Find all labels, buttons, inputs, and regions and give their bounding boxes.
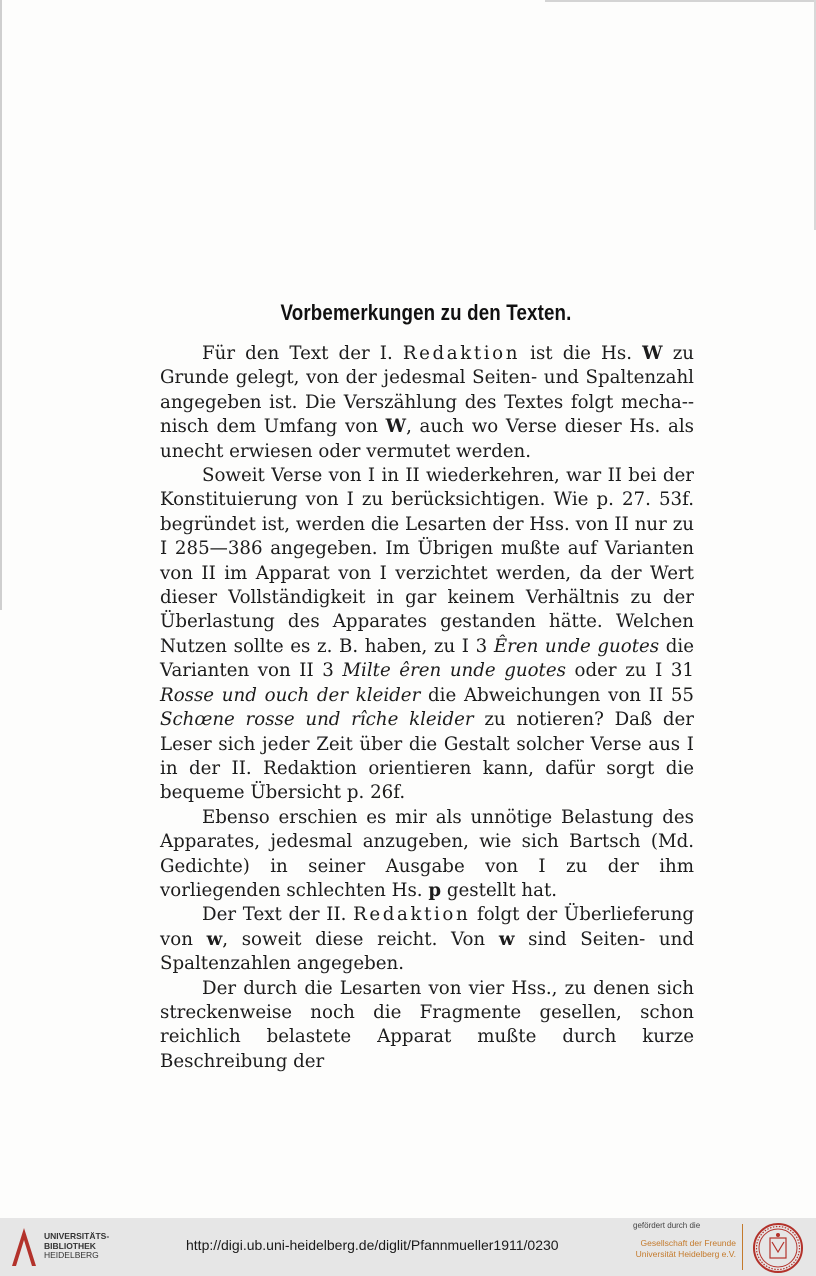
text-run: , auch wo Verse dieser Hs. als unecht erwiesen oder vermutet werden. xyxy=(160,416,694,462)
text-run: Rosse und ouch der kleider xyxy=(160,684,421,706)
text-run: Êren unde guotes xyxy=(493,635,660,657)
text-run: sind Seiten- und Spaltenzahlen angegeben. xyxy=(160,928,695,975)
text-run: Milte êren unde guotes xyxy=(342,660,566,682)
sponsor-line-2: Universität Heidelberg e.V. xyxy=(635,1249,736,1259)
page-edge-top xyxy=(545,0,816,2)
ub-logo-icon[interactable] xyxy=(10,1226,38,1268)
text-run: W xyxy=(385,416,407,438)
sponsor-divider xyxy=(742,1224,743,1270)
text-run: Der Text der II. xyxy=(202,904,354,926)
paragraph-4 xyxy=(160,903,694,976)
library-line-3: HEIDELBERG xyxy=(44,1250,99,1260)
library-line-2: BIBLIOTHEK xyxy=(44,1240,96,1251)
text-run: die Abweichungen von II 55 xyxy=(420,684,695,706)
text-run: Schœne rosse und rîche kleider xyxy=(160,709,474,731)
viewer-footer xyxy=(0,1218,816,1276)
page-edge-left xyxy=(0,0,2,610)
page-url[interactable]: http://digi.ub.uni-heidelberg.de/diglit/Pfannmueller1911/0230 xyxy=(186,1237,559,1253)
text-run: zu notieren? Daß der Leser sich jeder Zeit über die Gestalt solcher Verse aus I in der II. Redaktion orientieren kann, dafür sorgt die bequeme Übersicht p. 26f. xyxy=(160,709,694,804)
text-run: ist die Hs. xyxy=(520,343,643,364)
text-run: Redaktion xyxy=(353,904,471,926)
text-run: zu Grunde gelegt, von der jedesmal Seiten- und Spaltenzahl angegeben ist. Die Verszählung des Textes folgt mecha-nisch dem Umfang von xyxy=(160,343,695,438)
paragraph-3 xyxy=(160,806,694,904)
text-run: W xyxy=(642,343,663,364)
paragraph-2 xyxy=(160,464,694,806)
paragraph-1 xyxy=(160,342,694,464)
library-name[interactable] xyxy=(44,1232,109,1261)
page-heading: Vorbemerkungen zu den Texten. xyxy=(280,300,572,325)
text-run: Für den Text der I. xyxy=(202,343,403,364)
sponsor-label: gefördert durch die xyxy=(633,1221,701,1230)
text-run: folgt der Überlieferung von xyxy=(160,904,694,950)
text-run: Der durch die Lesarten von vier Hss., zu denen sich streckenweise noch die Fragmente gesellen, schon reichlich belastete Apparat mußte durch kurze Beschreibung der xyxy=(160,977,694,1072)
text-run: w xyxy=(498,928,515,950)
text-run: gestellt hat. xyxy=(441,879,558,901)
text-run: Ebenso erschien es mir als unnötige Belastung des Apparates, jedesmal anzugeben, wie sich Bartsch (Md. Gedichte) in seiner Ausgabe von I zu der ihm vorliegenden schlechten Hs. xyxy=(160,806,694,901)
library-line-1: UNIVERSITÄTS- xyxy=(44,1231,110,1241)
text-run: die Varianten von II 3 xyxy=(160,635,694,682)
sponsor-line-1: Gesellschaft der Freunde xyxy=(640,1238,736,1248)
university-seal-icon[interactable] xyxy=(752,1222,804,1274)
sponsor-name[interactable] xyxy=(620,1238,736,1260)
text-run: oder zu I 31 xyxy=(565,660,694,682)
body-text xyxy=(160,342,694,1074)
text-run: p xyxy=(428,879,442,901)
text-run: Redaktion xyxy=(402,343,521,364)
paragraph-5 xyxy=(160,977,694,1075)
text-run: w xyxy=(206,928,223,950)
text-run: , soweit diese reicht. Von xyxy=(222,928,499,950)
text-run: Soweit Verse von I in II wiederkehren, war II bei der Konstituierung von I zu berücksichtigen. Wie p. 27. 53f. begründet ist, werden die Lesarten der Hss. von II nur zu I 285—386 angegeben. Im Übrigen mußte auf Varianten von II im Apparat von I verzichtet werden, da der Wert dieser Vollständigkeit in gar keinem Verhältnis zu der Überlastung des Apparates gestanden hätte. Welchen Nutzen sollte es z. B. haben, zu I 3 xyxy=(160,465,694,657)
